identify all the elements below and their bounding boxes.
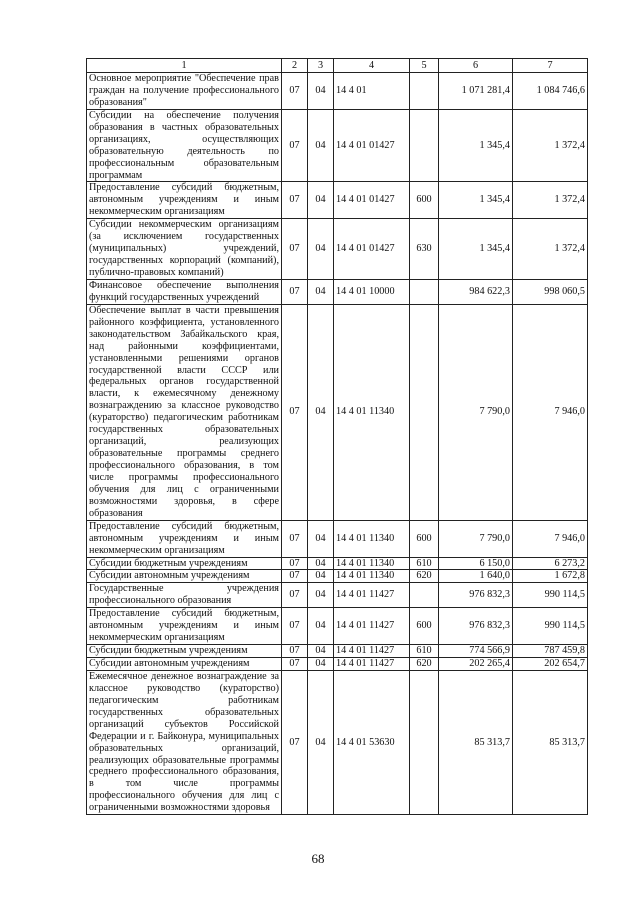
table-row [87,583,588,608]
subsection-code: 04 [308,73,334,110]
section-code: 07 [282,304,308,520]
row-name: Субсидии бюджетным учреждениям [87,645,282,658]
table-row [87,304,588,520]
subsection-code: 04 [308,219,334,280]
expense-type-code [410,583,439,608]
expense-type-code: 600 [410,520,439,557]
target-article-code: 14 4 01 11427 [334,608,410,645]
amount-col-7: 990 114,5 [513,608,588,645]
header-row [87,59,588,73]
section-code: 07 [282,182,308,219]
section-code: 07 [282,670,308,814]
header-col-4: 4 [334,59,410,73]
target-article-code: 14 4 01 01427 [334,219,410,280]
row-name: Государственные учреждения профессионального образования [87,583,282,608]
amount-col-7: 6 273,2 [513,557,588,570]
row-name: Ежемесячное денежное вознаграждение за классное руководство (кураторство) педагогическим работникам государственных образовательных организаций субъектов Российской Федерации и г. Байконура, муниципальных образовательных организаций, реализующих образовательные программы среднего профессионального образования, в том числе программы профессионального обучения для лиц с ограниченными возможностями здоровья [87,670,282,814]
section-code: 07 [282,608,308,645]
amount-col-7: 990 114,5 [513,583,588,608]
subsection-code: 04 [308,182,334,219]
amount-col-7: 202 654,7 [513,658,588,671]
row-name: Субсидии автономным учреждениям [87,570,282,583]
row-name: Обеспечение выплат в части превышения районного коэффициента, установленного законодательством Забайкальского края, над районными коэффициентами, установленными решениями органов государственной власти СССР или федеральных органов государственной власти, к ежемесячному денежному вознаграждению за классное руководство (кураторство) педагогическим работникам государственных образовательных организаций, реализующих образовательные программы среднего профессионального образования, в том числе программы профессионального обучения для лиц с ограниченными возможностями здоровья, в сфере образования [87,304,282,520]
table-row [87,557,588,570]
section-code: 07 [282,279,308,304]
row-name: Субсидии бюджетным учреждениям [87,557,282,570]
page-number: 68 [311,851,325,866]
expense-type-code: 600 [410,182,439,219]
row-name: Финансовое обеспечение выполнения функций государственных учреждений [87,279,282,304]
expense-type-code [410,670,439,814]
target-article-code: 14 4 01 01427 [334,182,410,219]
expense-type-code [410,109,439,182]
target-article-code: 14 4 01 11427 [334,645,410,658]
budget-table [86,58,588,815]
header-col-6: 6 [439,59,513,73]
row-name: Субсидии автономным учреждениям [87,658,282,671]
expense-type-code [410,279,439,304]
amount-col-7: 1 084 746,6 [513,73,588,110]
header-col-2: 2 [282,59,308,73]
subsection-code: 04 [308,304,334,520]
amount-col-6: 6 150,0 [439,557,513,570]
section-code: 07 [282,109,308,182]
expense-type-code: 620 [410,658,439,671]
target-article-code: 14 4 01 11340 [334,304,410,520]
expense-type-code: 630 [410,219,439,280]
section-code: 07 [282,557,308,570]
amount-col-7: 998 060,5 [513,279,588,304]
table-row [87,182,588,219]
target-article-code: 14 4 01 11427 [334,658,410,671]
subsection-code: 04 [308,645,334,658]
row-name: Предоставление субсидий бюджетным, автономным учреждениям и иным некоммерческим организациям [87,608,282,645]
expense-type-code: 610 [410,557,439,570]
expense-type-code [410,304,439,520]
header-col-1: 1 [87,59,282,73]
table-row [87,670,588,814]
subsection-code: 04 [308,570,334,583]
table-row [87,658,588,671]
amount-col-6: 7 790,0 [439,520,513,557]
amount-col-6: 1 345,4 [439,219,513,280]
table-row [87,608,588,645]
subsection-code: 04 [308,608,334,645]
section-code: 07 [282,219,308,280]
amount-col-6: 7 790,0 [439,304,513,520]
target-article-code: 14 4 01 01427 [334,109,410,182]
target-article-code: 14 4 01 11340 [334,520,410,557]
amount-col-7: 7 946,0 [513,304,588,520]
target-article-code: 14 4 01 [334,73,410,110]
subsection-code: 04 [308,670,334,814]
row-name: Предоставление субсидий бюджетным, автономным учреждениям и иным некоммерческим организациям [87,182,282,219]
subsection-code: 04 [308,557,334,570]
subsection-code: 04 [308,109,334,182]
table-row [87,645,588,658]
amount-col-6: 976 832,3 [439,608,513,645]
target-article-code: 14 4 01 11340 [334,570,410,583]
row-name: Субсидии некоммерческим организациям (за исключением государственных (муниципальных) учреждений, государственных корпораций (компаний), публично-правовых компаний) [87,219,282,280]
amount-col-7: 1 372,4 [513,182,588,219]
subsection-code: 04 [308,583,334,608]
amount-col-7: 7 946,0 [513,520,588,557]
expense-type-code: 620 [410,570,439,583]
table-row [87,570,588,583]
header-col-7: 7 [513,59,588,73]
section-code: 07 [282,645,308,658]
table-row [87,109,588,182]
section-code: 07 [282,73,308,110]
amount-col-6: 202 265,4 [439,658,513,671]
expense-type-code: 600 [410,608,439,645]
row-name: Предоставление субсидий бюджетным, автономным учреждениям и иным некоммерческим организациям [87,520,282,557]
target-article-code: 14 4 01 11427 [334,583,410,608]
amount-col-6: 976 832,3 [439,583,513,608]
amount-col-7: 85 313,7 [513,670,588,814]
amount-col-6: 85 313,7 [439,670,513,814]
subsection-code: 04 [308,279,334,304]
target-article-code: 14 4 01 11340 [334,557,410,570]
expense-type-code: 610 [410,645,439,658]
amount-col-6: 1 071 281,4 [439,73,513,110]
section-code: 07 [282,570,308,583]
section-code: 07 [282,520,308,557]
amount-col-7: 1 672,8 [513,570,588,583]
amount-col-7: 1 372,4 [513,109,588,182]
amount-col-6: 1 345,4 [439,109,513,182]
amount-col-6: 1 640,0 [439,570,513,583]
table-row [87,219,588,280]
subsection-code: 04 [308,658,334,671]
header-col-3: 3 [308,59,334,73]
target-article-code: 14 4 01 53630 [334,670,410,814]
row-name: Основное мероприятие "Обеспечение прав граждан на получение профессионального образования" [87,73,282,110]
table-row [87,73,588,110]
header-col-5: 5 [410,59,439,73]
amount-col-7: 1 372,4 [513,219,588,280]
amount-col-6: 774 566,9 [439,645,513,658]
expense-type-code [410,73,439,110]
table-row [87,279,588,304]
amount-col-6: 984 622,3 [439,279,513,304]
section-code: 07 [282,583,308,608]
subsection-code: 04 [308,520,334,557]
section-code: 07 [282,658,308,671]
table-row [87,520,588,557]
amount-col-6: 1 345,4 [439,182,513,219]
row-name: Субсидии на обеспечение получения образования в частных образовательных организациях, осуществляющих образовательную деятельность по профессиональным образовательным программам [87,109,282,182]
target-article-code: 14 4 01 10000 [334,279,410,304]
amount-col-7: 787 459,8 [513,645,588,658]
